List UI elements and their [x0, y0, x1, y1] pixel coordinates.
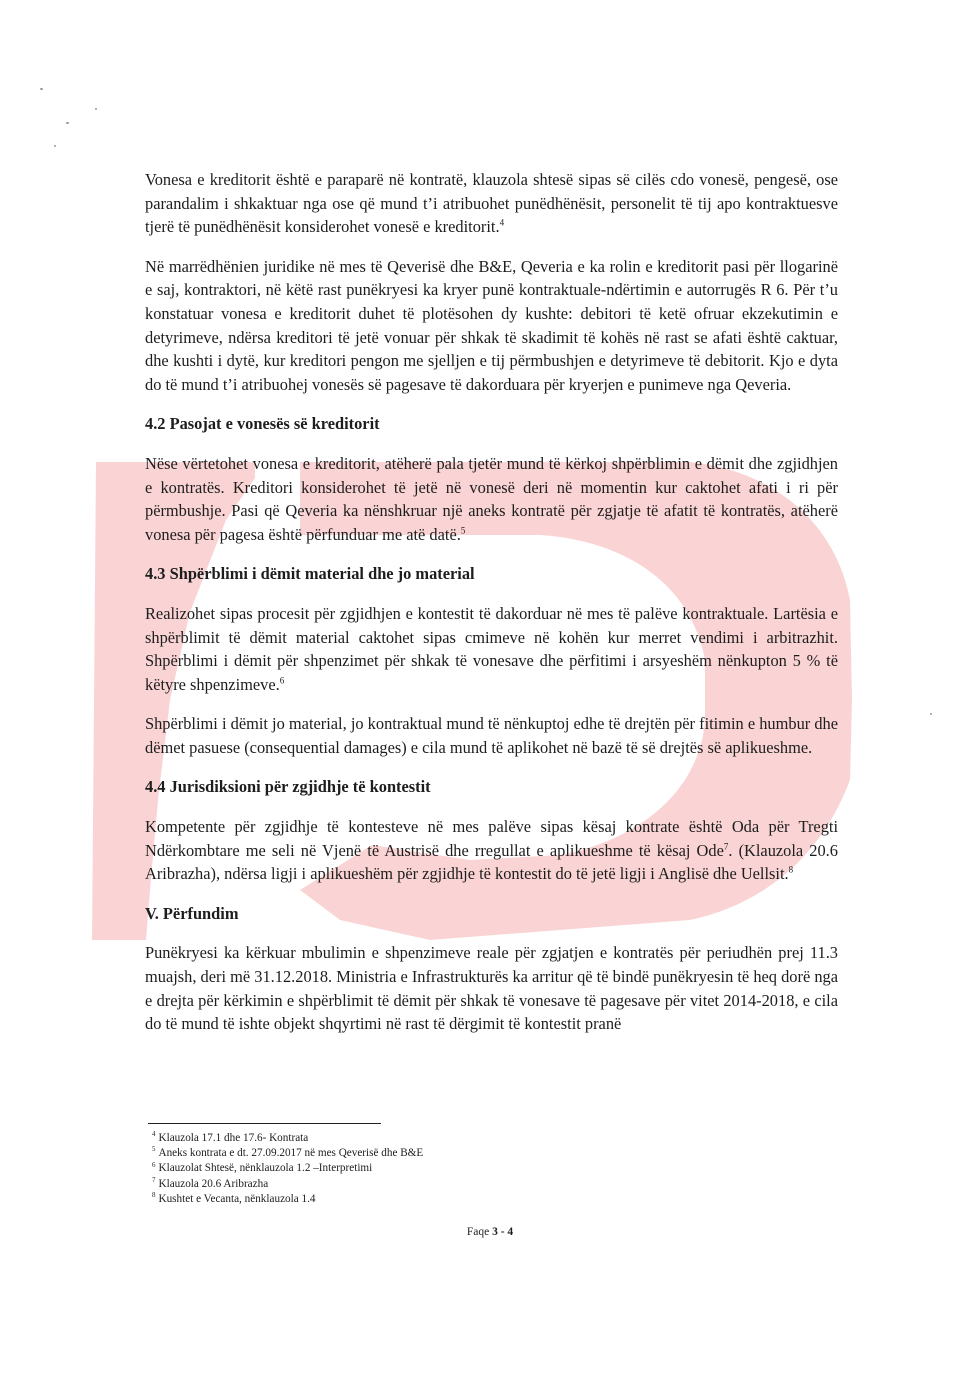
footnote-number: 4: [152, 1130, 156, 1139]
footnote-number: 7: [152, 1175, 156, 1184]
footnote-ref: 6: [279, 675, 285, 686]
page-number: [0, 1226, 980, 1238]
footnote-text: Klauzola 17.1 dhe 17.6- Kontrata: [158, 1132, 309, 1144]
paragraph-legal-relation: Në marrëdhënien juridike në mes të Qeverisë dhe B&E, Qeveria e ka rolin e kreditorit pasi për llogarinë e saj, kontraktori, në këtë rast punëkryesi ka kryer punë kontraktuale-ndërtimin e autorrugës R 6. Për t’u konstatuar vonesa e kreditorit duhet të plotësohen dy kushte: debitori të ketë ofruar ekzekutimin e detyrimeve, ndërsa kreditori të jetë vonuar për shkak të skadimit të kohës në rast se afati është caktuar, dhe kushti i dytë, kur kreditori pengon me sjelljen e tij përmbushjen e detyrimeve të debitorit. Kjo e dyta do të mund t’i atribuohej vonesës së pagesave të dakorduara për kryerjen e punimeve nga Qeveria.: [145, 256, 838, 394]
paragraph-text: Kompetente për zgjidhje të kontesteve në mes palëve sipas kësaj kontrate është Oda për Tregti Ndërkombtare me seli në Vjenë të Austrisë dhe rregullat e aplikueshme të kësaj Ode: [145, 817, 838, 860]
footnote-ref: 4: [499, 217, 505, 228]
footnote-number: 6: [152, 1160, 156, 1169]
footnote-item: [152, 1131, 652, 1146]
page-number-value: 3 - 4: [492, 1226, 514, 1238]
footnote-text: Aneks kontrata e dt. 27.09.2017 në mes Qeverisë dhe B&E: [158, 1147, 424, 1160]
section-heading-4-4: 4.4 Jurisdiksioni për zgjidhje të kontestit: [145, 777, 431, 797]
paragraph-conclusion: Punëkryesi ka kërkuar mbulimin e shpenzimeve reale për zgjatjen e kontratës për periudhën prej 11.3 muajsh, deri më 31.12.2018. Ministria e Infrastrukturës ka arritur që të bindë punëkryesin të heq dorë nga e drejta për kërkimin e shpërblimit të dëmit për shkak të vonesave të pagesave për vitet 2014-2018, e cila do të mund të ishte objekt shqyrtimi në rast të dërgimit të kontestit pranë: [145, 943, 838, 1034]
footnote-text: Kushtet e Vecanta, nënklauzola 1.4: [158, 1192, 316, 1205]
paragraph-consequences: [145, 452, 838, 546]
footnote-ref: 8: [788, 864, 794, 875]
footnote-item: [152, 1146, 652, 1161]
footnote-item: [152, 1161, 652, 1176]
section-heading-4-2: 4.2 Pasojat e vonesës së kreditorit: [145, 414, 380, 434]
footnote-item: [152, 1192, 652, 1207]
footnote-text: Klauzolat Shtesë, nënklauzola 1.2 –Interpretimi: [158, 1162, 373, 1175]
paragraph-text: Vonesa e kreditorit është e paraparë në kontratë, klauzola shtesë sipas së cilës cdo vonesë, pengesë, ose parandalim i shkaktuar nga ose që mund t’i atribuohet punëdhënësit, personelit të tij apo kontraktuesve tjerë të punëdhënësit konsiderohet vonesë e kreditorit.: [145, 170, 838, 237]
footnote-ref: 5: [460, 525, 466, 536]
footnote-divider: [148, 1123, 381, 1124]
section-heading-v: V. Përfundim: [145, 903, 239, 923]
page-number-prefix: Faqe: [466, 1226, 493, 1238]
footnote-item: [152, 1177, 652, 1192]
footnotes: [152, 1131, 652, 1207]
footnote-text: Klauzola 20.6 Aribrazha: [158, 1177, 269, 1190]
document-body: [145, 168, 838, 1036]
paragraph-text: Nëse vërtetohet vonesa e kreditorit, atëherë pala tjetër mund të kërkoj shpërblimin e dëmit dhe zgjidhjen e kontratës. Kreditori konsiderohet të jetë në vonesë deri në momentin kur caktohet afati i ri për përmbushje. Pasi që Qeveria ka nënshkruar një aneks kontratë për zgjatje të afatit të kontratës, atëherë vonesa për pagesa është përfunduar me atë datë.: [145, 453, 838, 544]
paragraph-text: Realizohet sipas procesit për zgjidhjen e kontestit të dakorduar në mes të palëve kontraktuale. Lartësia e shpërblimit të dëmit material caktohet sipas cmimeve në kohën kur merret vendimi i arbitrazhit. Shpërblimi i dëmit për shpenzimet për shkak të vonesave dhe përfitimi i arsyeshëm nënkupton 5 % të këtyre shpenzimeve.: [145, 603, 838, 694]
paragraph-text: . (Klauzola 20.6 Aribrazha), ndërsa ligji i aplikueshëm për zgjidhje të kontestit do të jetë ligji i Anglisë dhe Uellsit.: [145, 840, 838, 884]
paragraph-material-damage: [145, 602, 838, 696]
scan-speck: [95, 108, 97, 110]
paragraph-creditor-delay: [145, 168, 838, 239]
paragraph-non-material-damage: Shpërblimi i dëmit jo material, jo kontraktual mund të nënkuptoj edhe të drejtën për fitimin e humbur dhe dëmet pasuese (consequential damages) e cila mund të aplikohet në bazë të së drejtës së aplikueshme.: [145, 714, 838, 757]
scan-speck: [66, 122, 69, 124]
footnote-number: 5: [152, 1145, 156, 1154]
footnote-number: 8: [152, 1191, 156, 1200]
scan-speck: [40, 88, 43, 90]
section-heading-4-3: 4.3 Shpërblimi i dëmit material dhe jo material: [145, 564, 475, 584]
scan-speck: [54, 145, 56, 147]
scan-speck: [930, 713, 932, 715]
footnote-ref: 7: [723, 841, 729, 852]
paragraph-jurisdiction: [145, 815, 838, 886]
